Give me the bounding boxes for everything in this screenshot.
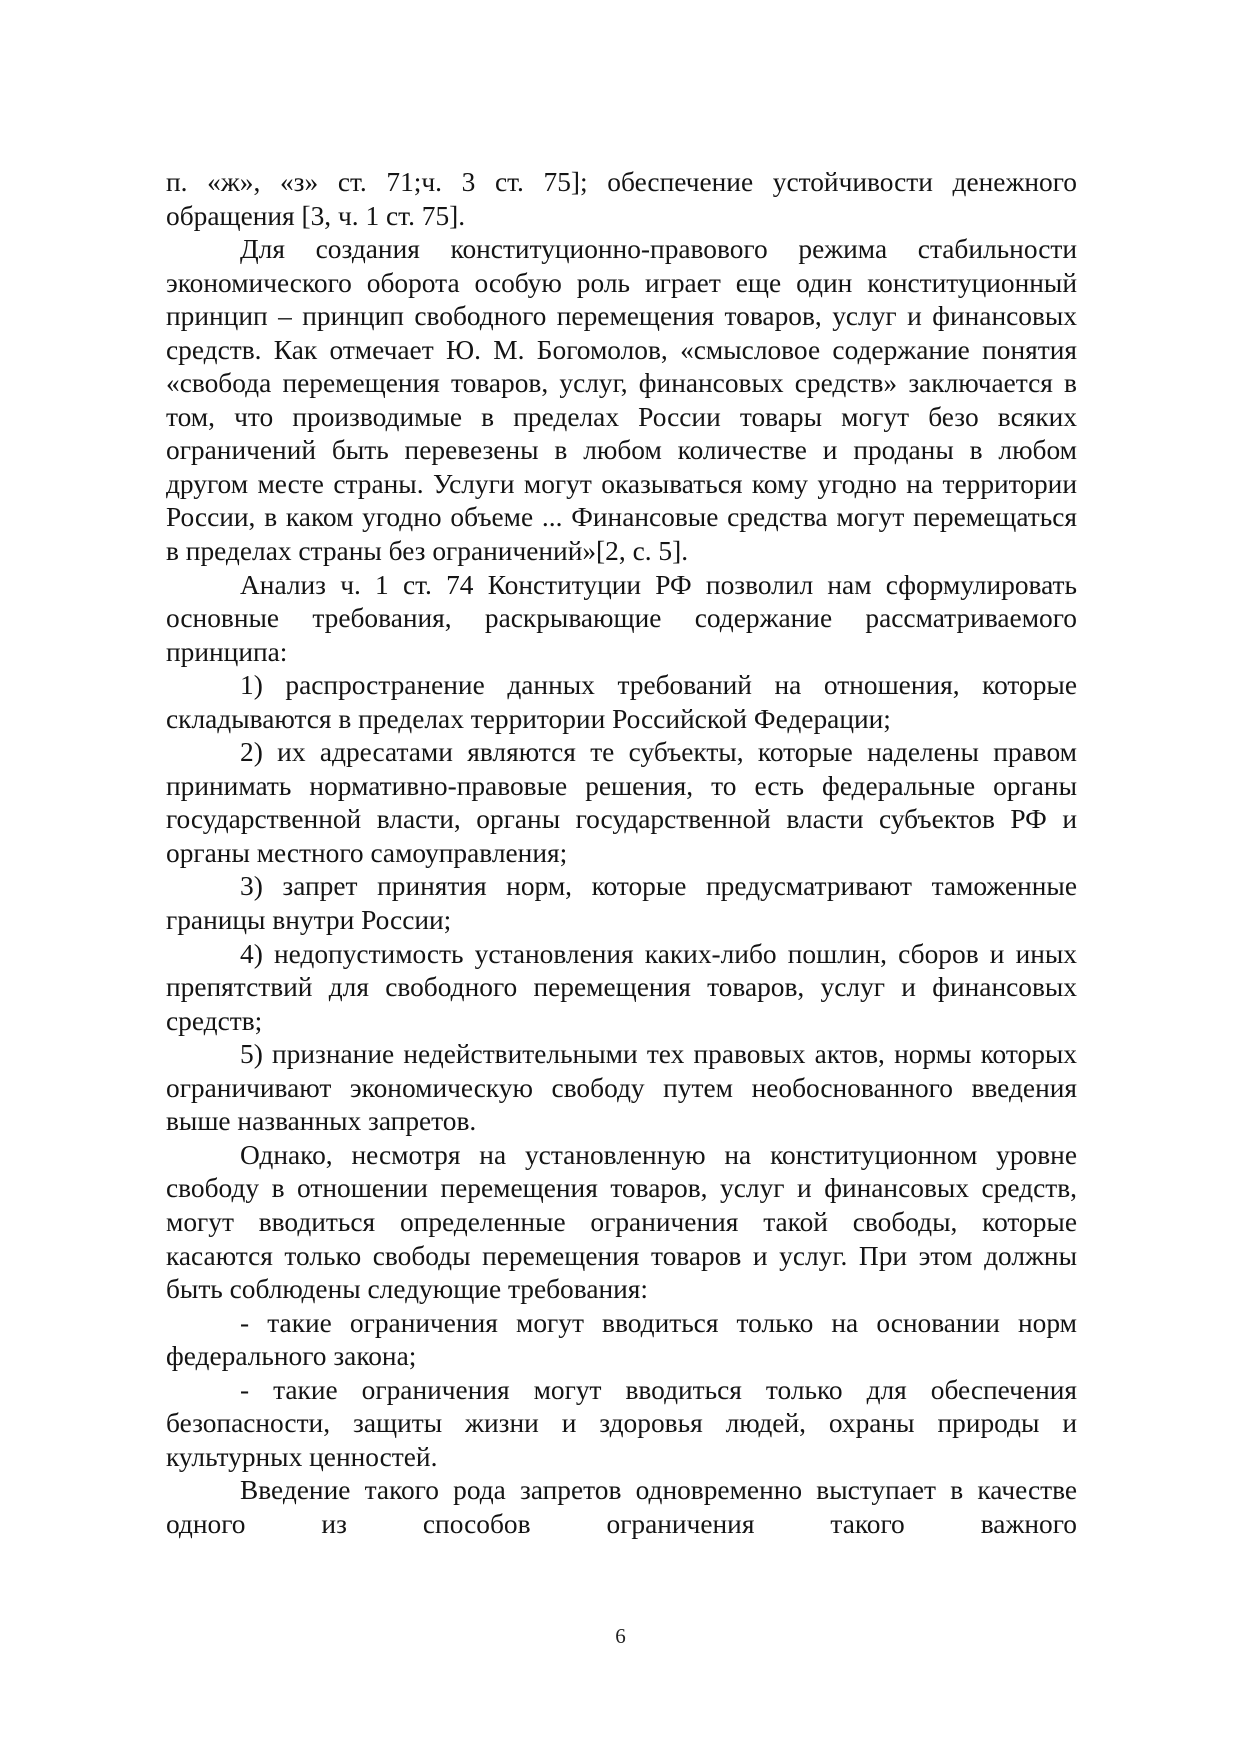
list-item-1: 1) распространение данных требований на отношения, которые складываются в пределах территории Российской Федерации; — [166, 670, 1077, 734]
dash-item-2: - такие ограничения могут вводиться только для обеспечения безопасности, защиты жизни и здоровья людей, охраны природы и культурных ценностей. — [166, 1374, 1077, 1472]
paragraph-final: Введение такого рода запретов одновременно выступает в качестве одного из способов ограничения такого важного — [166, 1475, 1077, 1539]
page-number: 6 — [615, 1624, 626, 1648]
paragraph-free-movement-principle: Для создания конституционно-правового режима стабильности экономического оборота особую роль играет еще один конституционный принцип – принцип свободного перемещения товаров, услуг и финансовых средств. Как отмечает Ю. М. Богомолов, «смысловое содержание понятия «свобода перемещения товаров, услуг, финансовых средств» заключается в том, что производимые в пределах России товары могут безо всяких ограничений быть перевезены в любом количестве и проданы в любом другом месте страны. Услуги могут оказываться кому угодно на территории России, в каком угодно объеме ... Финансовые средства могут перемещаться в пределах страны без ограничений»[2, с. 5]. — [166, 234, 1077, 567]
paragraph-continuation: п. «ж», «з» ст. 71;ч. 3 ст. 75]; обеспечение устойчивости денежного обращения [3, ч. 1 ст. 75]. — [166, 167, 1077, 231]
document-body — [166, 166, 1077, 1541]
paragraph-analysis-intro: Анализ ч. 1 ст. 74 Конституции РФ позволил нам сформулировать основные требования, раскрывающие содержание рассматриваемого принципа: — [166, 569, 1077, 667]
dash-item-1: - такие ограничения могут вводиться только на основании норм федерального закона; — [166, 1307, 1077, 1372]
list-item-4: 4) недопустимость установления каких-либо пошлин, сборов и иных препятствий для свободного перемещения товаров, услуг и финансовых средств; — [166, 938, 1077, 1036]
list-item-3: 3) запрет принятия норм, которые предусматривают таможенные границы внутри России; — [166, 871, 1077, 936]
list-item-5: 5) признание недействительными тех правовых актов, нормы которых ограничивают экономическую свободу путем необоснованного введения выше названных запретов. — [166, 1039, 1077, 1137]
list-item-2: 2) их адресатами являются те субъекты, которые наделены правом принимать нормативно-правовые решения, то есть федеральные органы государственной власти, органы государственной власти субъектов РФ и органы местного самоуправления; — [166, 737, 1077, 868]
paragraph-restrictions: Однако, несмотря на установленную на конституционном уровне свободу в отношении перемещения товаров, услуг и финансовых средств, могут вводиться определенные ограничения такой свободы, которые касаются только свободы перемещения товаров и услуг. При этом должны быть соблюдены следующие требования: — [166, 1139, 1077, 1305]
